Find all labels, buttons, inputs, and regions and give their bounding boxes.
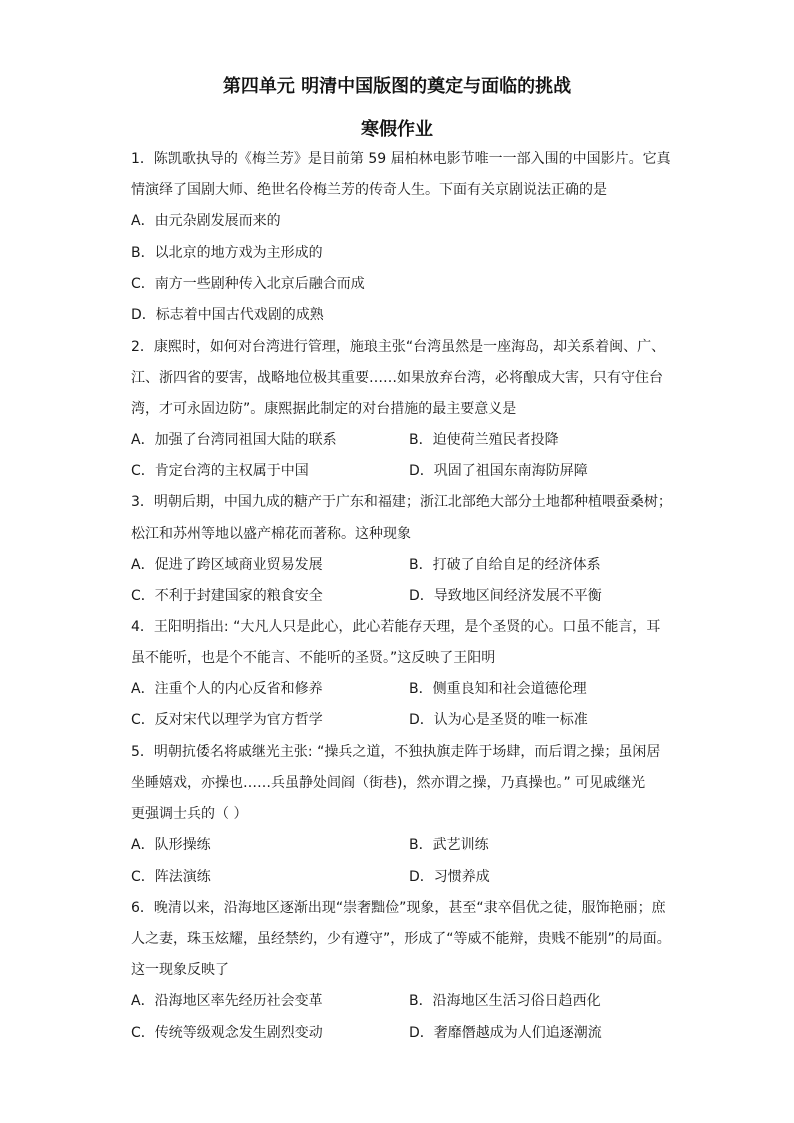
option-b: B．沿海地区生活习俗日趋西化 xyxy=(409,993,601,1009)
question-text-line: 3．明朝后期，中国九成的糖产于广东和福建；浙江北部绝大部分土地都种植喂蚕桑树； xyxy=(131,494,672,510)
question-text-line: 5．明朝抗倭名将戚继光主张: “操兵之道，不独执旗走阵于场肆，而后谓之操；虽闲居 xyxy=(131,744,661,760)
question-text-line: 松江和苏州等地以盛产棉花而著称。这种现象 xyxy=(131,526,411,542)
question-text-line: 4．王阳明指出: “大凡人只是此心，此心若能存天理，是个圣贤的心。口虽不能言，耳 xyxy=(131,619,661,635)
option-a: A．沿海地区率先经历社会变革 xyxy=(131,993,323,1009)
option-b: B．迫使荷兰殖民者投降 xyxy=(409,432,559,448)
option-a: A．促进了跨区域商业贸易发展 xyxy=(131,557,323,573)
option-a: A．注重个人的内心反省和修养 xyxy=(131,681,323,697)
question-text-line: 这一现象反映了 xyxy=(131,962,229,978)
question-text-line: 虽不能听，也是个不能言、不能听的圣贤。”这反映了王阳明 xyxy=(131,650,496,666)
page-title: 第四单元 明清中国版图的奠定与面临的挑战 xyxy=(222,76,572,97)
page-subtitle: 寒假作业 xyxy=(361,119,433,140)
option-d: D．标志着中国古代戏剧的成熟 xyxy=(131,307,324,323)
question-text-line: 坐睡嬉戏，亦操也……兵虽静处闾阎（街巷)，然亦谓之操，乃真操也。” 可见戚继光 xyxy=(131,775,646,791)
question-text-line: 6．晚清以来，沿海地区逐渐出现“崇奢黜俭”现象，甚至“隶卒倡优之徒，服饰艳丽；庶 xyxy=(131,900,666,916)
option-c: C．不利于封建国家的粮食安全 xyxy=(131,588,323,604)
question-text-line: 湾，才可永固边防”。康熙据此制定的对台措施的最主要意义是 xyxy=(131,401,517,417)
option-c: C．南方一些剧种传入北京后融合而成 xyxy=(131,276,365,292)
question-text-line: 情演绎了国剧大师、绝世名伶梅兰芳的传奇人生。下面有关京剧说法正确的是 xyxy=(131,182,607,198)
option-b: B．打破了自给自足的经济体系 xyxy=(409,557,601,573)
question-text-line: 江、浙四省的要害，战略地位极其重要……如果放弃台湾，必将酿成大害，只有守住台 xyxy=(131,370,663,386)
option-c: C．传统等级观念发生剧烈变动 xyxy=(131,1025,323,1041)
option-a: A．由元杂剧发展而来的 xyxy=(131,213,281,229)
option-c: C．阵法演练 xyxy=(131,869,211,885)
question-text-line: 人之妻，珠玉炫耀，虽经禁约，少有遵守”，形成了“等威不能辩，贵贱不能别”的局面。 xyxy=(131,931,671,947)
option-c: C．反对宋代以理学为官方哲学 xyxy=(131,712,323,728)
option-d: D．习惯养成 xyxy=(409,869,490,885)
question-text-line: 2．康熙时，如何对台湾进行管理，施琅主张“台湾虽然是一座海岛，却关系着闽、广、 xyxy=(131,339,666,355)
option-d: D．巩固了祖国东南海防屏障 xyxy=(409,463,588,479)
question-text-line: 更强调士兵的（ ） xyxy=(131,806,248,822)
option-b: B．武艺训练 xyxy=(409,837,489,853)
option-d: D．奢靡僭越成为人们追逐潮流 xyxy=(409,1025,602,1041)
option-c: C．肯定台湾的主权属于中国 xyxy=(131,463,309,479)
option-b: B．以北京的地方戏为主形成的 xyxy=(131,245,323,261)
question-text-line: 1．陈凯歌执导的《梅兰芳》是目前第 59 届柏林电影节唯一一部入围的中国影片。它真 xyxy=(131,151,671,167)
option-a: A．加强了台湾同祖国大陆的联系 xyxy=(131,432,337,448)
option-a: A．队形操练 xyxy=(131,837,211,853)
option-d: D．认为心是圣贤的唯一标准 xyxy=(409,712,588,728)
option-b: B．侧重良知和社会道德伦理 xyxy=(409,681,587,697)
option-d: D．导致地区间经济发展不平衡 xyxy=(409,588,602,604)
